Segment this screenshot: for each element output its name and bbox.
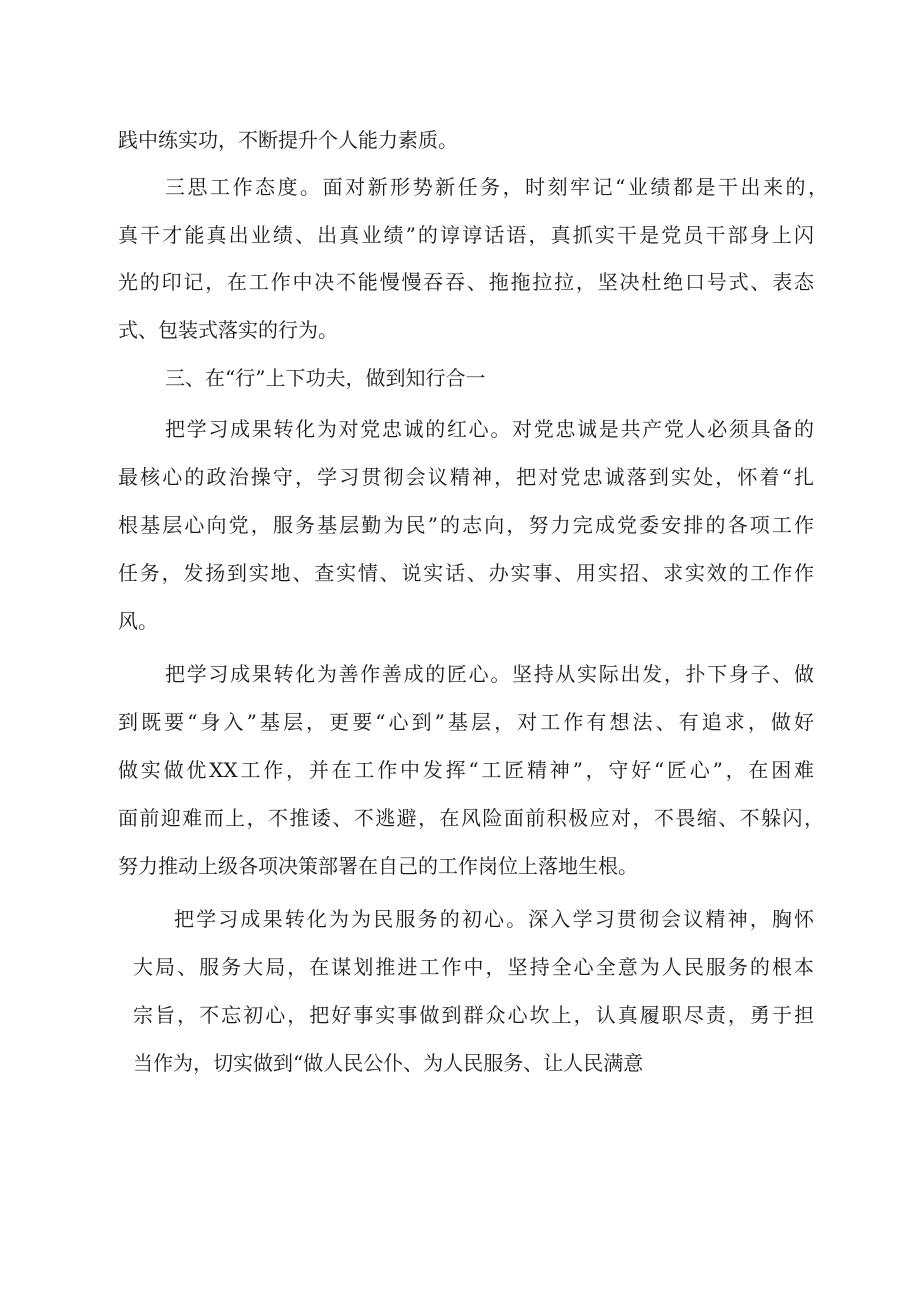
text-line: 努力推动上级各项决策部署在自己的工作岗位上落地生根。 [118, 854, 638, 878]
text-line: 真干才能真出业绩、出真业绩”的谆谆话语，真抓实干是党员干部身上闪 [118, 223, 814, 247]
text-line: 最核心的政治操守，学习贯彻会议精神，把对党忠诚落到实处，怀着“扎 [118, 465, 814, 489]
text-line: 三思工作态度。面对新形势新任务，时刻牢记“业绩都是干出来的， [165, 175, 828, 199]
text-line: 光的印记，在工作中决不能慢慢吞吞、拖拖拉拉，坚决杜绝口号式、表态 [118, 270, 814, 294]
text-line: 大局、服务大局，在谋划推进工作中，坚持全心全意为人民服务的根本 [133, 955, 814, 979]
text-line: 根基层心向党，服务基层勤为民”的志向，努力完成党委安排的各项工作 [118, 513, 814, 537]
text-line: 面前迎难而上，不推诿、不逃避，在风险面前积极应对，不畏缩、不躲闪， [118, 806, 824, 830]
text-line: 风。 [118, 609, 158, 633]
text-line: 到既要“身入”基层，更要“心到”基层，对工作有想法、有追求，做好 [118, 710, 814, 734]
text-line: 式、包装式落实的行为。 [118, 318, 338, 342]
text-line: 践中练实功，不断提升个人能力素质。 [118, 128, 458, 152]
section-heading: 三、在“行”上下功夫，做到知行合一 [165, 366, 486, 390]
text-line: 把学习成果转化为为民服务的初心。深入学习贯彻会议精神，胸怀 [174, 907, 814, 931]
text-line: 做实做优XX工作，并在工作中发挥“工匠精神”，守好“匠心”，在困难 [118, 758, 814, 782]
text-line: 把学习成果转化为对党忠诚的红心。对党忠诚是共产党人必须具备的 [165, 417, 814, 441]
text-line: 任务，发扬到实地、查实情、说实话、办实事、用实招、求实效的工作作 [118, 561, 814, 585]
text-line: 把学习成果转化为善作善成的匠心。坚持从实际出发，扑下身子、做 [165, 662, 814, 686]
text-line: 当作为，切实做到“做人民公仆、为人民服务、让人民满意 [133, 1051, 644, 1075]
text-line: 宗旨，不忘初心，把好事实事做到群众心坎上，认真履职尽责，勇于担 [133, 1003, 814, 1027]
